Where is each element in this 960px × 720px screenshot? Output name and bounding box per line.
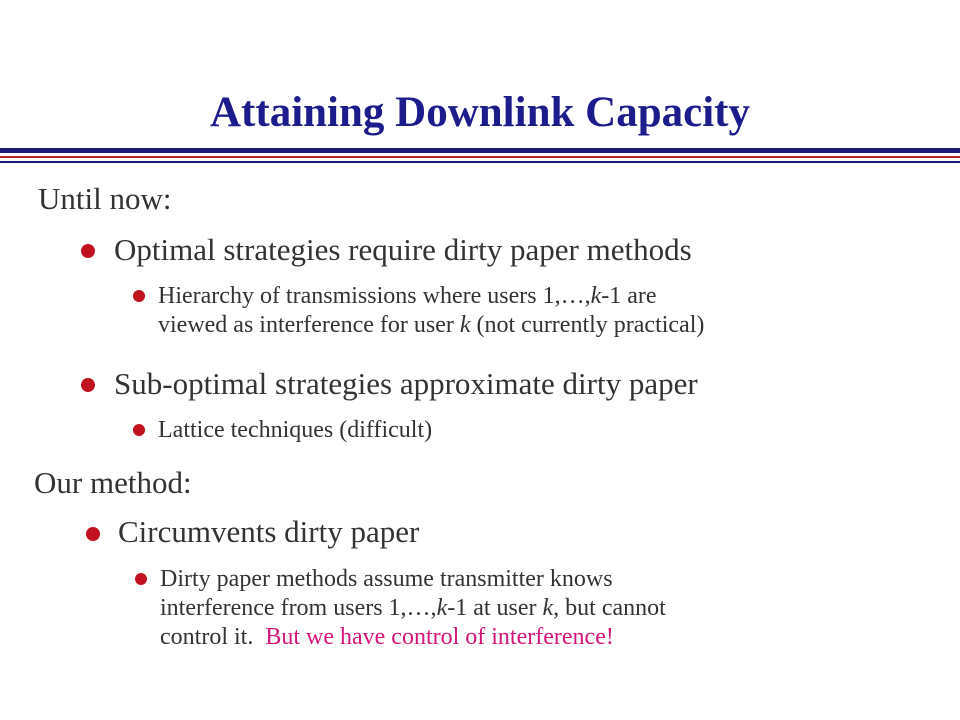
- hierarchy-line2-prefix: viewed as interference for user: [158, 312, 460, 338]
- our-method-heading: Our method:: [34, 465, 192, 500]
- title-rule-red: [0, 156, 960, 158]
- dpm-line2-mid: -1 at user: [447, 595, 543, 621]
- bullet-dot-icon: [81, 378, 95, 392]
- title-rule-navy: [0, 148, 960, 153]
- dpm-line1: Dirty paper methods assume transmitter knows: [160, 566, 613, 592]
- bullet-dot-icon: [133, 290, 145, 302]
- dpm-line2-prefix: interference from users 1,…,: [160, 595, 437, 621]
- var-k: k: [436, 595, 448, 621]
- point-suboptimal-strategies: Sub-optimal strategies approximate dirty paper: [114, 366, 698, 401]
- var-k: k: [459, 312, 471, 338]
- slide-title: Attaining Downlink Capacity: [210, 89, 750, 136]
- var-k: k: [590, 283, 602, 309]
- dpm-line2-suffix: , but cannot: [553, 595, 666, 621]
- dpm-line3-prefix: control it.: [160, 624, 266, 650]
- bullet-dot-icon: [86, 527, 100, 541]
- point-optimal-strategies: Optimal strategies require dirty paper methods: [114, 232, 692, 267]
- hierarchy-line1-prefix: Hierarchy of transmissions where users 1,…,: [158, 283, 591, 309]
- var-k: k: [542, 595, 554, 621]
- bullet-dot-icon: [133, 424, 145, 436]
- sub-point-dirty-paper-methods: [160, 565, 666, 652]
- point-circumvents: Circumvents dirty paper: [118, 514, 420, 549]
- until-now-heading: Until now:: [38, 181, 172, 216]
- highlight-control-interference: But we have control of interference!: [265, 624, 614, 650]
- hierarchy-line2-suffix: (not currently practical): [470, 312, 705, 338]
- sub-point-lattice: Lattice techniques (difficult): [158, 417, 433, 443]
- sub-point-hierarchy: [158, 282, 704, 340]
- hierarchy-line1-suffix: -1 are: [601, 283, 657, 309]
- bullet-dot-icon: [135, 573, 147, 585]
- title-rule-navy-thin: [0, 161, 960, 163]
- bullet-dot-icon: [81, 244, 95, 258]
